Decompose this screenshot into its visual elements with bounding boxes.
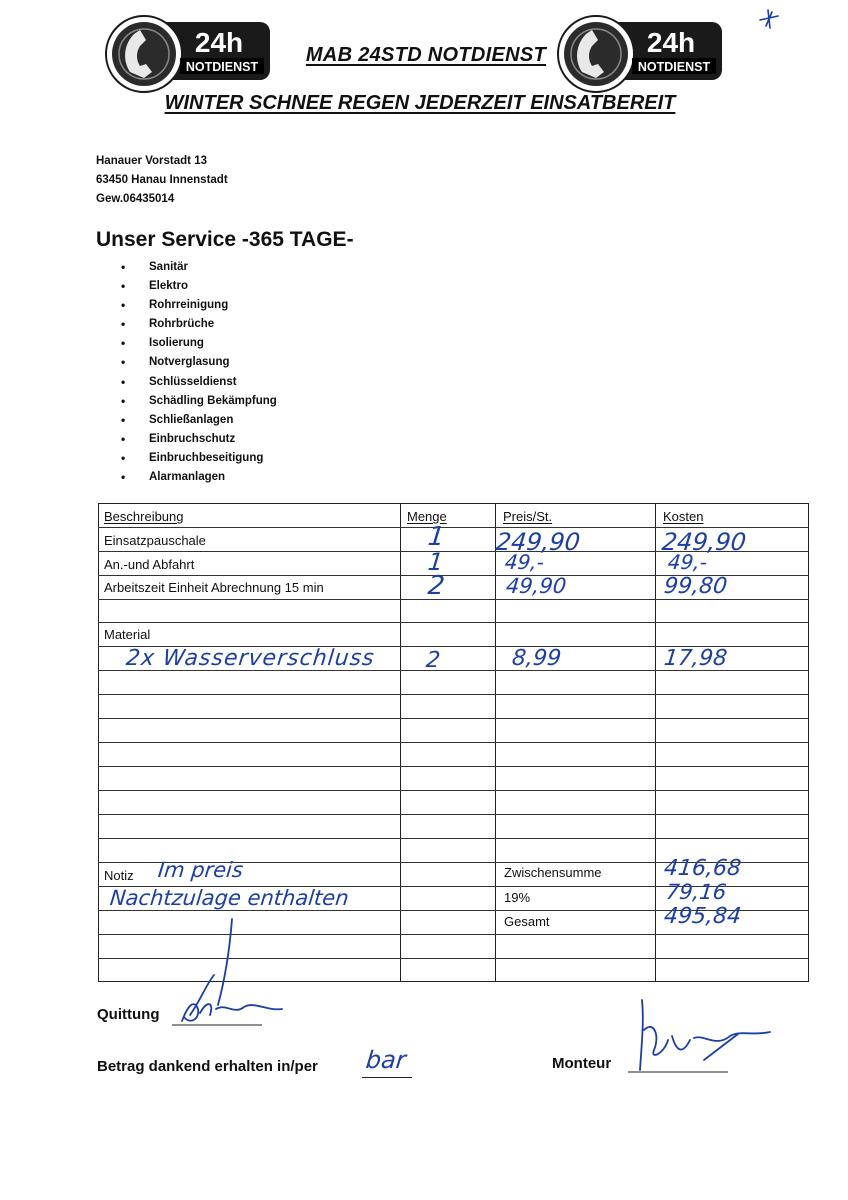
- row-cost: 99,80: [662, 574, 729, 599]
- address-street: Hanauer Vorstadt 13: [96, 155, 207, 167]
- subtotal-value: 416,68: [662, 856, 743, 881]
- company-name: MAB 24STD NOTDIENST: [305, 44, 547, 66]
- service-item: • Schlüsseldienst: [118, 373, 277, 392]
- total-value: 495,84: [662, 904, 743, 929]
- service-item: • Einbruchschutz: [118, 430, 277, 449]
- row-cost: 49,-: [666, 550, 709, 574]
- payment-received-label: Betrag dankend erhalten in/per: [97, 1058, 318, 1075]
- material-cost: 17,98: [662, 646, 729, 671]
- row-description: An.-und Abfahrt: [104, 557, 195, 572]
- receipt-signature-icon: [170, 985, 290, 1035]
- payment-line: [362, 1077, 412, 1078]
- service-item: • Isolierung: [118, 334, 277, 353]
- row-unit-price: 49,90: [504, 574, 568, 598]
- phone-emblem-icon: [104, 14, 276, 94]
- receipt-label: Quittung: [97, 1006, 160, 1023]
- table-rule: [98, 790, 809, 791]
- material-description: 2x Wasserverschluss: [124, 646, 376, 671]
- company-address: [96, 152, 228, 209]
- service-item: • Alarmanlagen: [118, 468, 277, 487]
- logo-right: [556, 14, 728, 94]
- table-rule: [98, 742, 809, 743]
- logo-big-text: 24h: [646, 27, 696, 58]
- row-unit-price: 49,-: [503, 550, 546, 574]
- service-item: • Schließanlagen: [118, 411, 277, 430]
- material-unit-price: 8,99: [510, 646, 563, 671]
- header-description: Beschreibung: [104, 509, 184, 524]
- header-unit-price: Preis/St.: [503, 509, 553, 524]
- row-quantity: 1: [426, 522, 447, 552]
- service-item: • Elektro: [118, 277, 277, 296]
- table-rule: [98, 838, 809, 839]
- service-item: • Notverglasung: [118, 353, 277, 372]
- notes-line-1: Im preis: [156, 858, 245, 882]
- table-rule: [98, 599, 809, 600]
- logo-big-text: 24h: [194, 27, 244, 58]
- logo-left: [104, 14, 276, 94]
- header-cost: Kosten: [663, 509, 704, 524]
- service-item: • Sanitär: [118, 258, 277, 277]
- total-label: Gesamt: [504, 914, 550, 929]
- technician-label: Monteur: [552, 1055, 612, 1072]
- row-unit-price: 249,90: [494, 528, 582, 556]
- row-description: Einsatzpauschale: [104, 533, 206, 548]
- corner-scribble-icon: [756, 6, 782, 32]
- header-quantity: Menge: [407, 509, 447, 524]
- row-cost: 249,90: [660, 528, 748, 556]
- material-quantity: 2: [424, 648, 442, 673]
- notes-line-2: Nachtzulage enthalten: [108, 886, 350, 910]
- service-item: • Rohrreinigung: [118, 296, 277, 315]
- vat-value: 79,16: [664, 880, 728, 904]
- table-rule: [98, 766, 809, 767]
- services-list: [118, 258, 277, 487]
- logo-small-text: NOTDIENST: [637, 60, 711, 74]
- notes-label: Notiz: [104, 868, 134, 883]
- services-title: Unser Service -365 TAGE-: [96, 228, 354, 251]
- address-city: 63450 Hanau Innenstadt: [96, 174, 228, 186]
- row-quantity: 1: [426, 548, 445, 576]
- phone-emblem-icon: [556, 14, 728, 94]
- material-label: Material: [104, 627, 151, 642]
- row-description: Arbeitszeit Einheit Abrechnung 15 min: [104, 580, 324, 595]
- service-item: • Einbruchbeseitigung: [118, 449, 277, 468]
- service-item: • Schädling Bekämpfung: [118, 392, 277, 411]
- slogan: WINTER SCHNEE REGEN JEDERZEIT EINSATBEREIT: [164, 92, 676, 114]
- table-rule: [98, 814, 809, 815]
- subtotal-label: Zwischensumme: [504, 865, 602, 880]
- trade-registration: Gew.06435014: [96, 193, 175, 205]
- payment-method: bar: [364, 1046, 408, 1074]
- table-rule: [98, 694, 809, 695]
- logo-small-text: NOTDIENST: [185, 60, 259, 74]
- table-rule: [98, 718, 809, 719]
- vat-label: 19%: [504, 890, 531, 905]
- technician-signature-icon: [620, 990, 780, 1085]
- service-item: • Rohrbrüche: [118, 315, 277, 334]
- row-quantity: 2: [426, 571, 447, 601]
- table-rule: [98, 622, 809, 623]
